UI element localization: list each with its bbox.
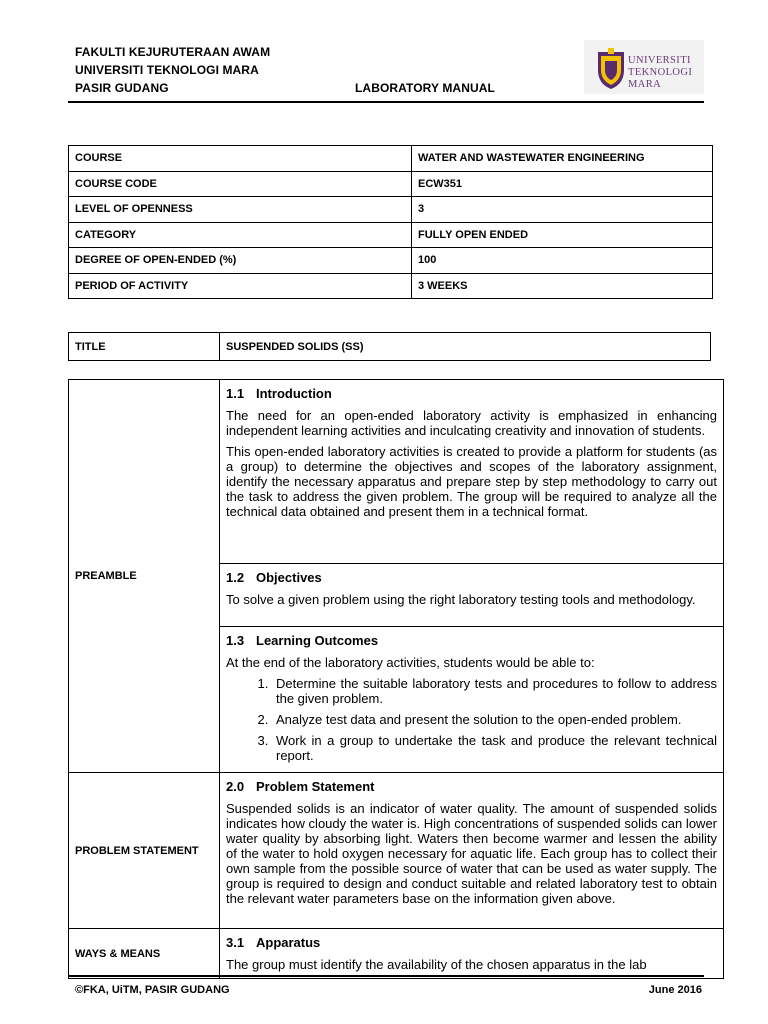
university-name: UNIVERSITI TEKNOLOGI MARA	[75, 63, 259, 77]
section-heading: 1.1 Introduction	[226, 386, 332, 401]
title-table	[68, 332, 711, 361]
problem-statement-label: PROBLEM STATEMENT	[69, 773, 220, 929]
list-item: 3. Work in a group to undertake the task and produce the relevant technical report.	[272, 733, 717, 763]
list-item: 1. Determine the suitable laboratory tests and procedures to follow to address the given problem.	[272, 676, 717, 706]
apparatus-section	[220, 929, 724, 979]
footer-copyright: ©FKA, UiTM, PASIR GUDANG	[75, 984, 230, 996]
section-heading: 1.3 Learning Outcomes	[226, 633, 379, 648]
footer-divider	[68, 975, 704, 977]
row-label: COURSE	[69, 146, 412, 172]
table-row	[69, 146, 713, 172]
ways-means-label: WAYS & MEANS	[69, 929, 220, 979]
title-value: SUSPENDED SOLIDS (SS)	[220, 333, 711, 361]
uitm-logo	[584, 40, 704, 94]
table-row	[69, 248, 713, 274]
paragraph: Suspended solids is an indicator of water quality. The amount of suspended solids indicates how cloudy the water is. High concentrations of suspended solids can lower water quality by absorbing light. Waters then become warmer and lessen the ability of the water to hold oxygen necessary for aquatic life. Each group has to collect their own sample from the possible source of water that can be used as water supply. The group is required to design and conduct suitable and related laboratory test to obtain the relevant water parameters base on the information given above.	[226, 801, 717, 906]
table-row	[69, 333, 711, 361]
paragraph: To solve a given problem using the right laboratory testing tools and methodology.	[226, 592, 696, 607]
problem-statement-section	[220, 773, 724, 929]
table-row	[69, 197, 713, 223]
course-info-table	[68, 145, 713, 299]
uitm-crest-icon	[596, 46, 626, 90]
row-value: ECW351	[412, 171, 713, 197]
row-label: PERIOD OF ACTIVITY	[69, 273, 412, 299]
logo-text-line1: UNIVERSITI	[628, 55, 691, 66]
row-value: WATER AND WASTEWATER ENGINEERING	[412, 146, 713, 172]
content-table	[68, 379, 724, 979]
section-heading: 3.1 Apparatus	[226, 935, 321, 950]
paragraph: The group must identify the availability of the chosen apparatus in the lab	[226, 957, 647, 972]
row-value: 3	[412, 197, 713, 223]
preamble-label: PREAMBLE	[69, 380, 220, 773]
row-label: DEGREE OF OPEN-ENDED (%)	[69, 248, 412, 274]
logo-text-line2: TEKNOLOGI	[628, 67, 693, 78]
section-row	[69, 380, 724, 564]
paragraph: This open-ended laboratory activities is created to provide a platform for students (as a group) to determine the objectives and scopes of the laboratory assignment, identify the necessary apparatus and prepare step by step methodology to carry out the task to address the given problem. The group will be required to analyze all the technical data obtained and present them in a technical format.	[226, 444, 717, 519]
header-divider	[68, 101, 704, 103]
logo-text-line3: MARA	[628, 79, 662, 90]
row-value: FULLY OPEN ENDED	[412, 222, 713, 248]
document-type: LABORATORY MANUAL	[355, 81, 495, 95]
row-label: CATEGORY	[69, 222, 412, 248]
row-value: 100	[412, 248, 713, 274]
faculty-name: FAKULTI KEJURUTERAAN AWAM	[75, 45, 271, 59]
section-heading: 2.0 Problem Statement	[226, 779, 375, 794]
title-label: TITLE	[69, 333, 220, 361]
section-row	[69, 929, 724, 979]
section-row	[69, 773, 724, 929]
row-value: 3 WEEKS	[412, 273, 713, 299]
objectives-section	[220, 564, 724, 627]
paragraph: At the end of the laboratory activities, students would be able to:	[226, 655, 595, 670]
footer-date: June 2016	[648, 984, 702, 996]
outcomes-list	[226, 676, 717, 763]
table-row	[69, 171, 713, 197]
table-row	[69, 273, 713, 299]
list-item: 2. Analyze test data and present the solution to the open-ended problem.	[272, 712, 717, 727]
learning-outcomes-section	[220, 627, 724, 773]
introduction-section	[220, 380, 724, 564]
campus-name: PASIR GUDANG	[75, 81, 169, 95]
row-label: LEVEL OF OPENNESS	[69, 197, 412, 223]
section-heading: 1.2 Objectives	[226, 570, 322, 585]
paragraph: The need for an open-ended laboratory activity is emphasized in enhancing independent learning activities and inculcating creativity and innovation of students.	[226, 408, 717, 438]
table-row	[69, 222, 713, 248]
row-label: COURSE CODE	[69, 171, 412, 197]
